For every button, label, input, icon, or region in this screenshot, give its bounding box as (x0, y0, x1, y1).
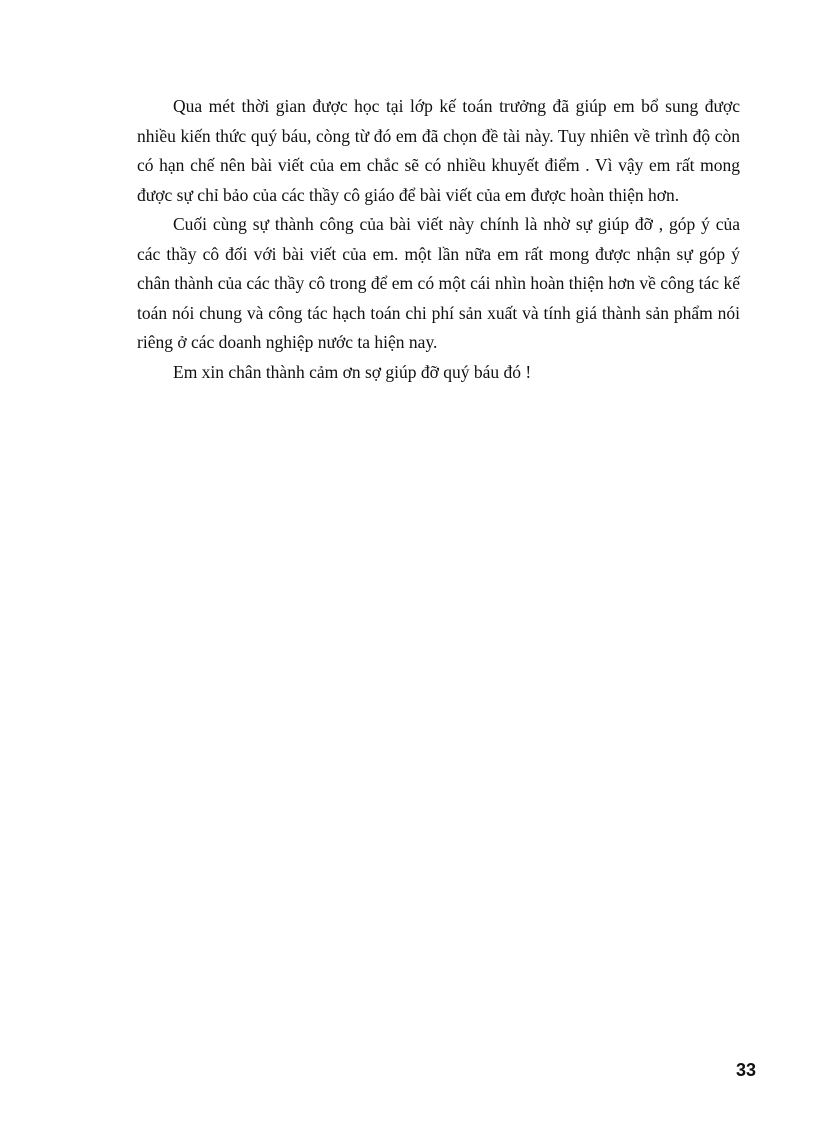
page-number: 33 (736, 1060, 757, 1080)
body-text (137, 92, 740, 387)
paragraph-conclusion: Cuối cùng sự thành công của bài viết này chính là nhờ sự giúp đỡ , góp ý của các thầy cô đối với bài viết của em. một lần nữa em rất mong được nhận sự góp ý chân thành của các thầy cô trong để em có một cái nhìn hoàn thiện hơn về công tác kế toán nói chung và công tác hạch toán chi phí sản xuất và tính giá thành sản phẩm nói riêng ở các doanh nghiệp nước ta hiện nay. (137, 214, 740, 352)
paragraph-thanks: Em xin chân thành cảm ơn sợ giúp đỡ quý báu đó ! (173, 361, 532, 382)
paragraph-acknowledgement: Qua mét thời gian được học tại lớp kế toán trưởng đã giúp em bổ sung được nhiều kiến thức quý báu, còng từ đó em đã chọn đề tài này. Tuy nhiên về trình độ còn có hạn chế nên bài viết của em chắc sẽ có nhiều khuyết điểm . Vì vậy em rất mong được sự chỉ bảo của các thầy cô giáo để bài viết của em được hoàn thiện hơn. (137, 96, 740, 205)
